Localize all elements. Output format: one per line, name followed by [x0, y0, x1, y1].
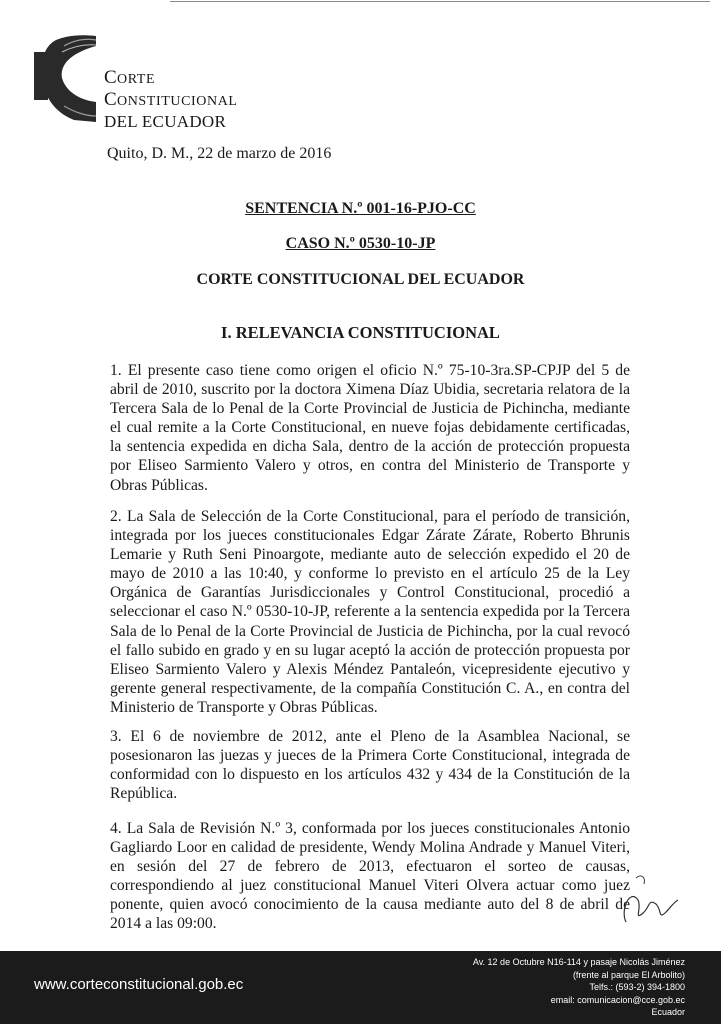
paragraph-1: 1. El presente caso tiene como origen el oficio N.º 75-10-3ra.SP-CPJP del 5 de abril de 2010, suscrito por la doctora Ximena Díaz Ubidia, secretaria relatora de la Tercera Sala de lo Penal de la Corte Provincial de Justicia de Pichincha, mediante el cual remite a la Corte Constitucional, en nueve fojas debidamente certificadas, la sentencia expedida en dicha Sala, dentro de la acción de protección propuesta por Eliseo Sarmiento Valero y otros, en contra del Ministerio de Transporte y Obras Públicas.: [110, 362, 630, 494]
address-line: (frente al parque El Arbolito): [572, 969, 685, 980]
address-line: email: comunicacion@cce.gob.ec: [550, 994, 685, 1005]
paragraph-3: 3. El 6 de noviembre de 2012, ante el Pleno de la Asamblea Nacional, se posesionaron las juezas y jueces de la Primera Corte Constitucional, integrada de conformidad con lo dispuesto en los artículos 432 y 434 de la Constitución de la República.: [110, 728, 630, 803]
address-line: Ecuador: [651, 1007, 685, 1018]
sentencia-number: SENTENCIA N.º 001-16-PJO-CC: [245, 200, 476, 217]
court-title: CORTE CONSTITUCIONAL DEL ECUADOR: [196, 271, 525, 288]
court-name: [104, 68, 238, 132]
paragraph-2: 2. La Sala de Selección de la Corte Constitucional, para el período de transición, integrada por los jueces constitucionales Edgar Zárate Zárate, Roberto Bhrunis Lemarie y Ruth Seni Pinoargote, mediante auto de selección expedido el 20 de mayo de 2010 a las 10:40, y conforme lo previsto en el artículo 25 de la Ley Orgánica de Garantías Jurisdiccionales y Control Constitucional, procedió a seleccionar el caso N.º 0530-10-JP, referente a la sentencia expedida por la Tercera Sala de lo Penal de la Corte Provincial de Justicia de Pichincha, por la cual revocó el fallo subido en grado y en su lugar aceptó la acción de protección propuesta por Eliseo Sarmiento Valero y Alexis Méndez Pantaleón, vicepresidente ejecutivo y gerente general respectivamente, de la compañía Constitución C. A., en contra del Ministerio de Transporte y Obras Públicas.: [110, 508, 630, 716]
footer-bar: [0, 951, 721, 1024]
footer-address: [473, 956, 685, 1019]
footer-website-link[interactable]: www.corteconstitucional.gob.ec: [34, 976, 244, 993]
court-name-line1: CORTE: [104, 67, 156, 88]
case-number: CASO N.º 0530-10-JP: [285, 235, 436, 252]
section-heading: I. RELEVANCIA CONSTITUCIONAL: [221, 323, 500, 342]
court-name-line3: DEL ECUADOR: [104, 112, 227, 131]
court-name-line2: CONSTITUCIONAL: [104, 89, 238, 110]
date-line: Quito, D. M., 22 de marzo de 2016: [107, 145, 332, 162]
paragraph-4: 4. La Sala de Revisión N.º 3, conformada por los jueces constitucionales Antonio Gagliardo Loor en calidad de presidente, Wendy Molina Andrade y Manuel Viteri, en sesión del 27 de febrero de 2013, efectuaron el sorteo de causas, correspondiendo al juez constitucional Manuel Viteri Olvera actuar como juez ponente, quien avocó conocimiento de la causa mediante auto del 8 de abril de 2014 a las 09:00.: [110, 820, 630, 933]
handwritten-signature: [612, 870, 682, 930]
address-line: Av. 12 de Octubre N16-114 y pasaje Nicolás Jiménez: [472, 957, 685, 967]
court-logo: [34, 32, 98, 124]
top-rule: [170, 1, 710, 2]
address-line: Telfs.: (593-2) 394-1800: [589, 982, 685, 993]
